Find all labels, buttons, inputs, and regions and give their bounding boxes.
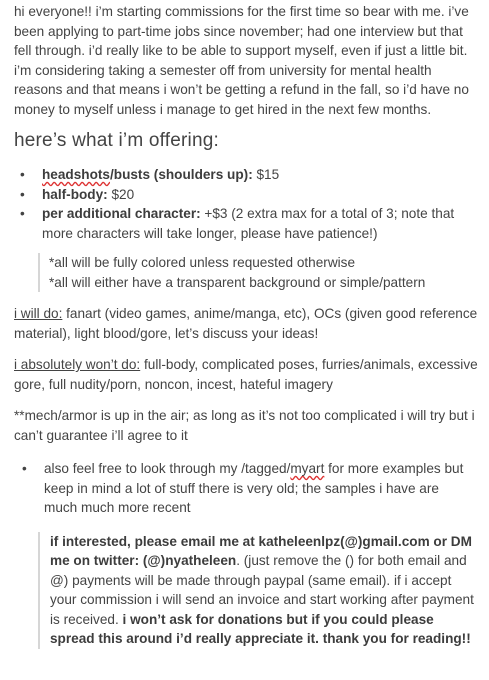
bullet-icon: •: [20, 186, 25, 202]
list-item: [22, 459, 479, 518]
will-do-label: i will do:: [14, 306, 63, 321]
wont-do-paragraph: [14, 355, 479, 394]
myart-tag-link[interactable]: myart: [290, 461, 325, 476]
notes-blockquote: [38, 253, 479, 292]
bullet-icon: •: [20, 206, 25, 221]
will-do-paragraph: [14, 304, 479, 343]
bullet-icon: •: [20, 167, 25, 182]
contact-info: if interested, please email me at katheleenlpz(@)gmail.com or DM me on twitter: (@)nyatheleen: [50, 533, 472, 568]
will-do-text: fanart (video games, anime/manga, etc), OCs (given good reference material), light blood/gore, let’s discuss your ideas!: [14, 306, 478, 341]
payment-info: . (just remove the () for both email and @) payments will be made through paypal (same email). if i accept your commission i will send an invoice and start working after payment is received.: [50, 553, 474, 627]
closing-blockquote: [38, 532, 479, 649]
offer-label: per additional character:: [42, 206, 201, 221]
offer-label: half-body:: [42, 186, 108, 202]
note-line: *all will either have a transparent background or simple/pattern: [49, 274, 426, 290]
closing-paragraph: [50, 532, 479, 649]
list-item: [20, 204, 479, 243]
closing-thanks: i won’t ask for donations but if you could please spread this around i’d really appreciate it. thank you for reading!!: [50, 611, 471, 646]
extra-list: [14, 459, 479, 518]
headshots-word: headshots: [42, 167, 110, 182]
mech-note: **mech/armor is up in the air; as long as it’s not too complicated i will try but i can’t guarantee i’ll agree to it: [14, 408, 475, 443]
intro-paragraph: hi everyone!! i’m starting commissions for the first time so bear with me. i’ve been applying to part-time jobs since november; had one interview but that fell through. i’d really like to be able to support myself, even if just a little bit. i’m considering taking a semester off from university for mental health reasons and that means i won’t be getting a refund in the fall, so i’d have no money to myself unless i manage to get hired in the next few months.: [14, 4, 469, 117]
list-item: [20, 185, 479, 205]
extra-text-before: also feel free to look through my /tagged/: [44, 461, 291, 476]
note-line: *all will be fully colored unless requested otherwise: [49, 255, 356, 270]
offer-label: /busts (shoulders up):: [109, 167, 253, 182]
wont-do-label: i absolutely won’t do:: [14, 357, 141, 372]
offer-heading: here’s what i’m offering:: [14, 130, 219, 151]
wont-do-text: full-body, complicated poses, furries/animals, excessive gore, full nudity/porn, noncon, incest, hateful imagery: [14, 357, 478, 392]
extra-text-after: for more examples but keep in mind a lot of stuff there is very old; the samples i have are much much more recent: [44, 461, 464, 515]
bullet-icon: •: [22, 461, 27, 476]
offer-price: $15: [252, 167, 280, 182]
offer-list: [14, 165, 479, 243]
offer-price: $20: [107, 186, 135, 202]
offer-price: +$3 (2 extra max for a total of 3; note that more characters will take longer, please have patience!): [42, 206, 455, 241]
list-item: [20, 165, 479, 185]
